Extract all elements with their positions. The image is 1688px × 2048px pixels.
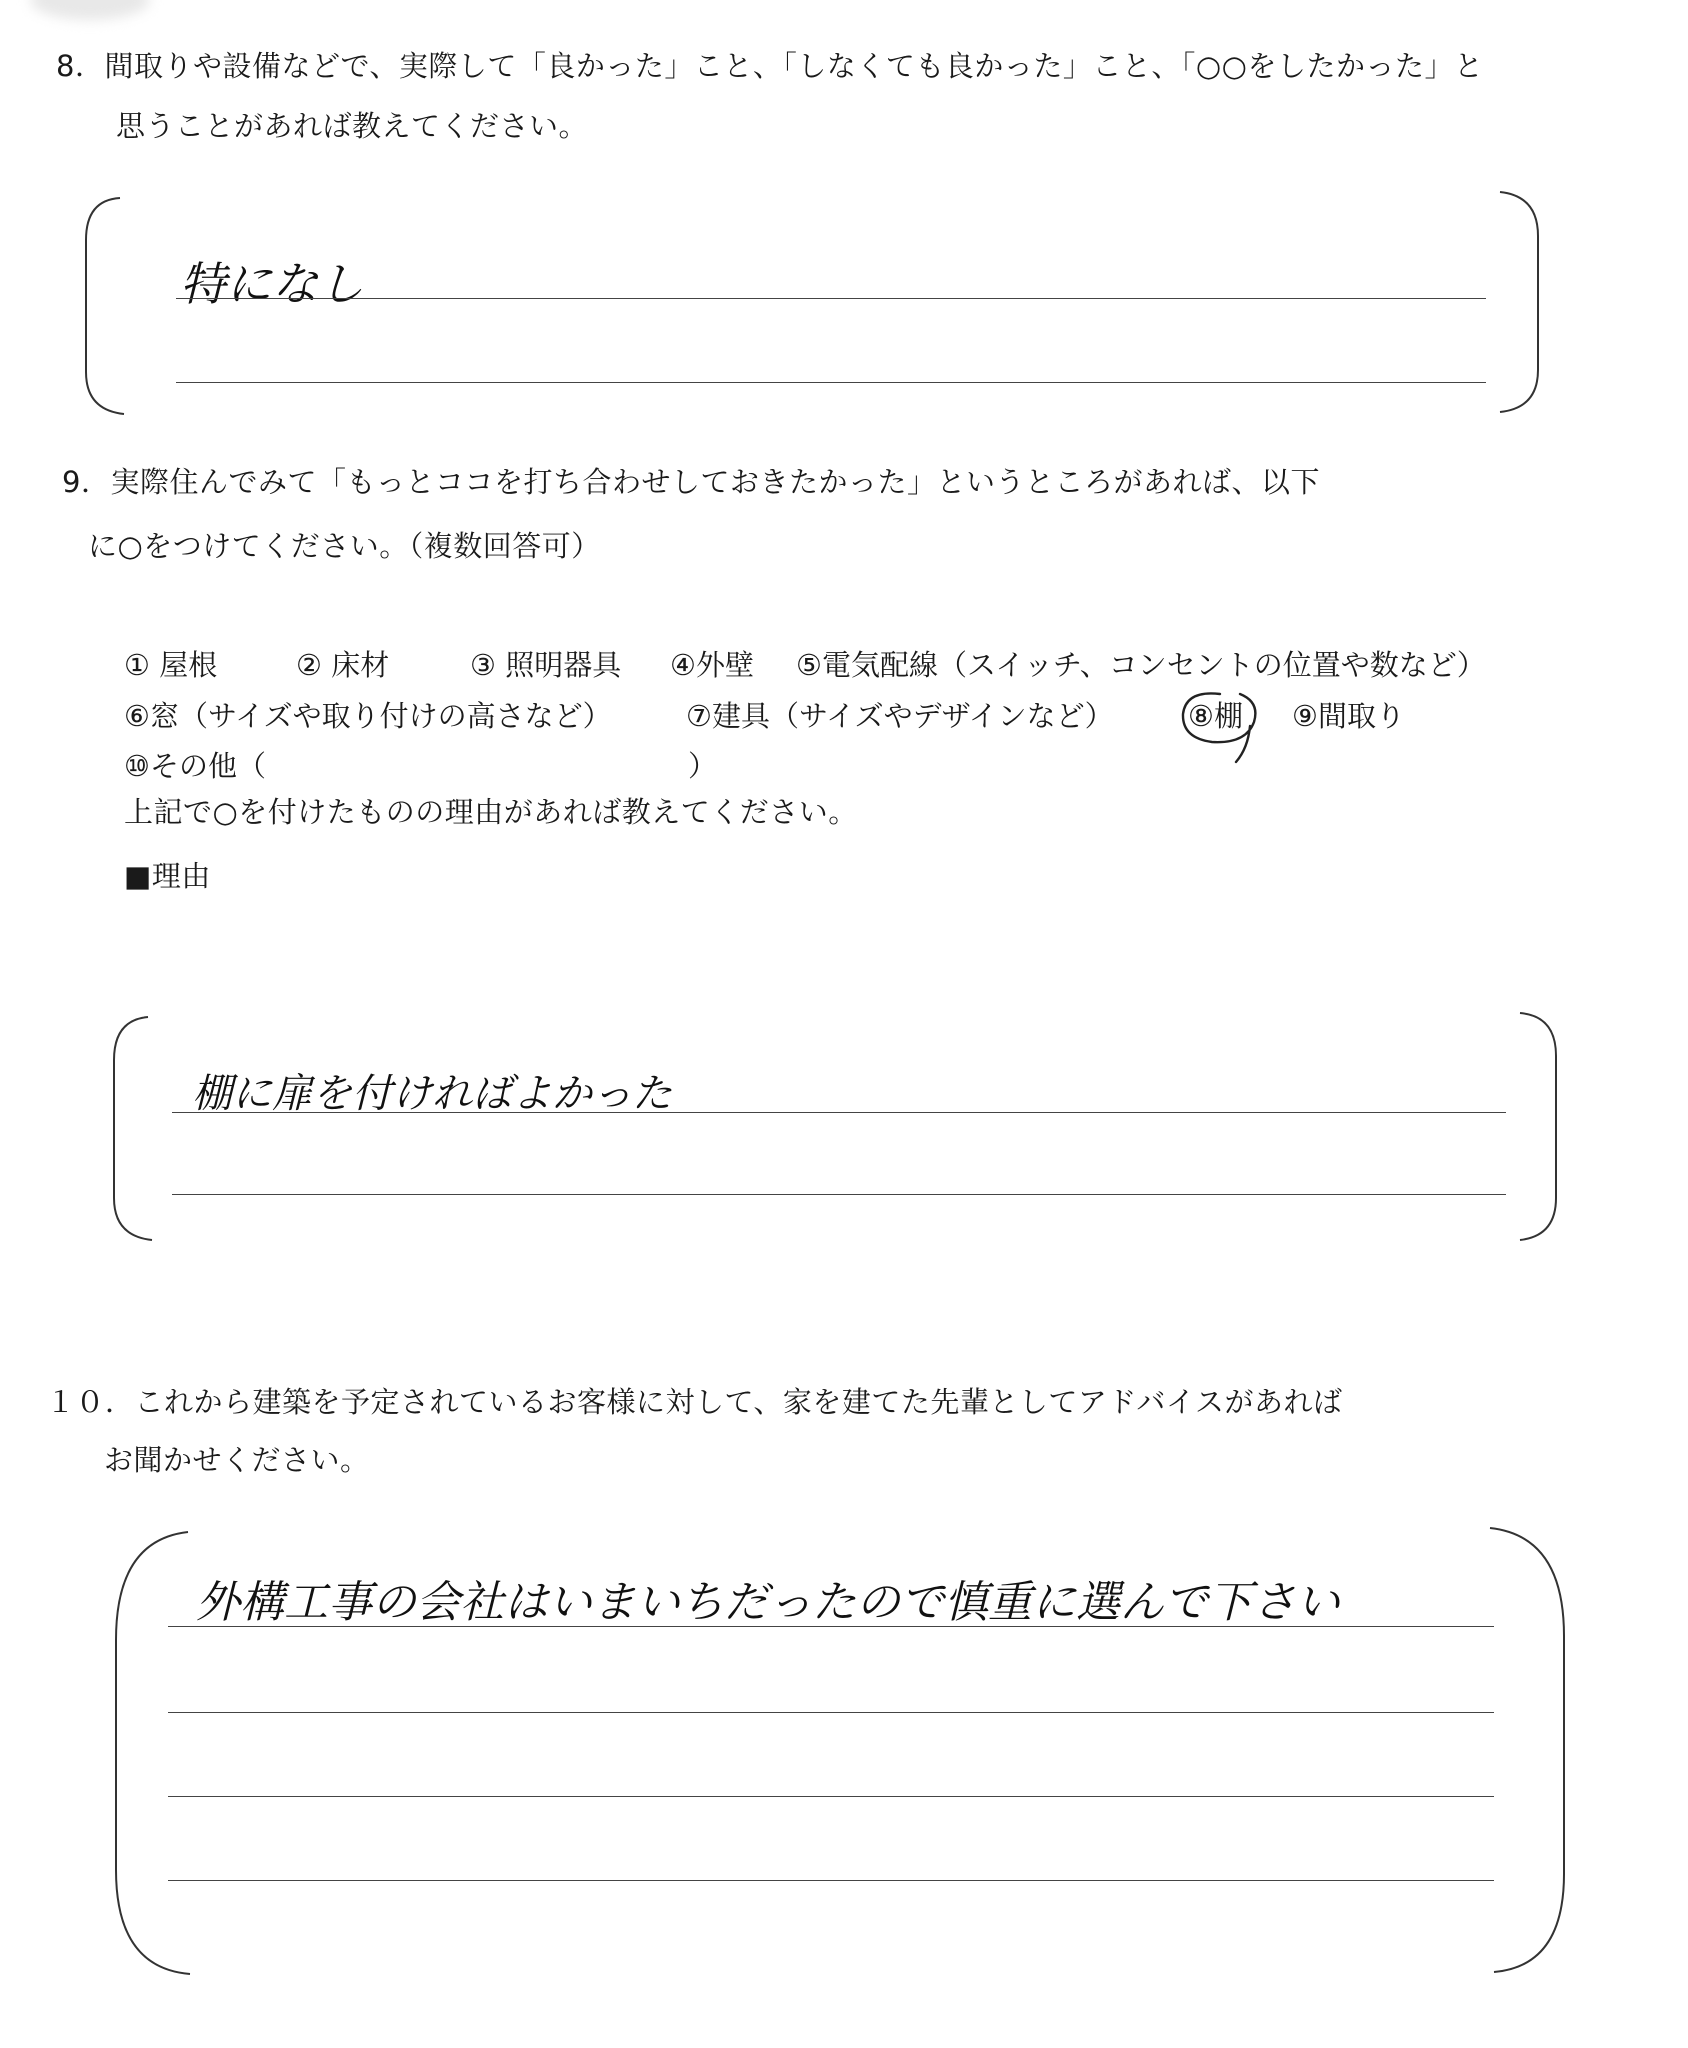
option-fittings: ⑦建具（サイズやデザインなど）	[686, 699, 1114, 733]
answer-line	[168, 1712, 1494, 1713]
q8-answer: 特になし	[180, 257, 364, 311]
q8-question-line1: 8．間取りや設備などで、実際して「良かった」こと、「しなくても良かった」こと、「○○をしたかった」と	[56, 49, 1484, 83]
q10-answer: 外構工事の会社はいまいちだったので慎重に選んで下さい	[196, 1577, 1340, 1628]
q9-question-line1: 9．実際住んでみて「もっとココを打ち合わせしておきたかった」というところがあれば、以下	[62, 465, 1320, 499]
answer-line	[176, 298, 1486, 299]
answer-line	[172, 1194, 1506, 1195]
answer-line	[168, 1626, 1494, 1627]
answer-line	[176, 382, 1486, 383]
q9-answer: 棚に扉を付ければよかった	[192, 1071, 672, 1117]
option-wiring: ⑤電気配線（スイッチ、コンセントの位置や数など）	[796, 648, 1486, 682]
option-other: ⑩その他（	[124, 749, 266, 783]
q10-question-line1: １０．これから建築を予定されているお客様に対して、家を建てた先輩としてアドバイスがあれば	[46, 1385, 1343, 1419]
option-exterior-wall: ④外壁	[670, 648, 754, 682]
option-shelf: ⑧棚	[1188, 699, 1243, 733]
option-lighting: ③ 照明器具	[470, 648, 622, 682]
q10-question-line2: お聞かせください。	[104, 1443, 370, 1477]
answer-line	[172, 1112, 1506, 1113]
answer-line	[168, 1796, 1494, 1797]
q8-question-line2: 思うことがあれば教えてください。	[116, 109, 589, 143]
option-other-close: ）	[688, 749, 718, 783]
answer-line	[168, 1880, 1494, 1881]
option-layout: ⑨間取り	[1292, 699, 1405, 733]
q9-reason-label: ■理由	[124, 859, 211, 893]
scan-smudge	[30, 0, 150, 20]
option-roof: ① 屋根	[124, 648, 218, 682]
option-window: ⑥窓（サイズや取り付けの高さなど）	[124, 699, 612, 733]
q9-reason-prompt: 上記で○を付けたものの理由があれば教えてください。	[124, 795, 858, 829]
option-flooring: ② 床材	[296, 648, 390, 682]
q9-question-line2: に○をつけてください。（複数回答可）	[88, 529, 601, 563]
